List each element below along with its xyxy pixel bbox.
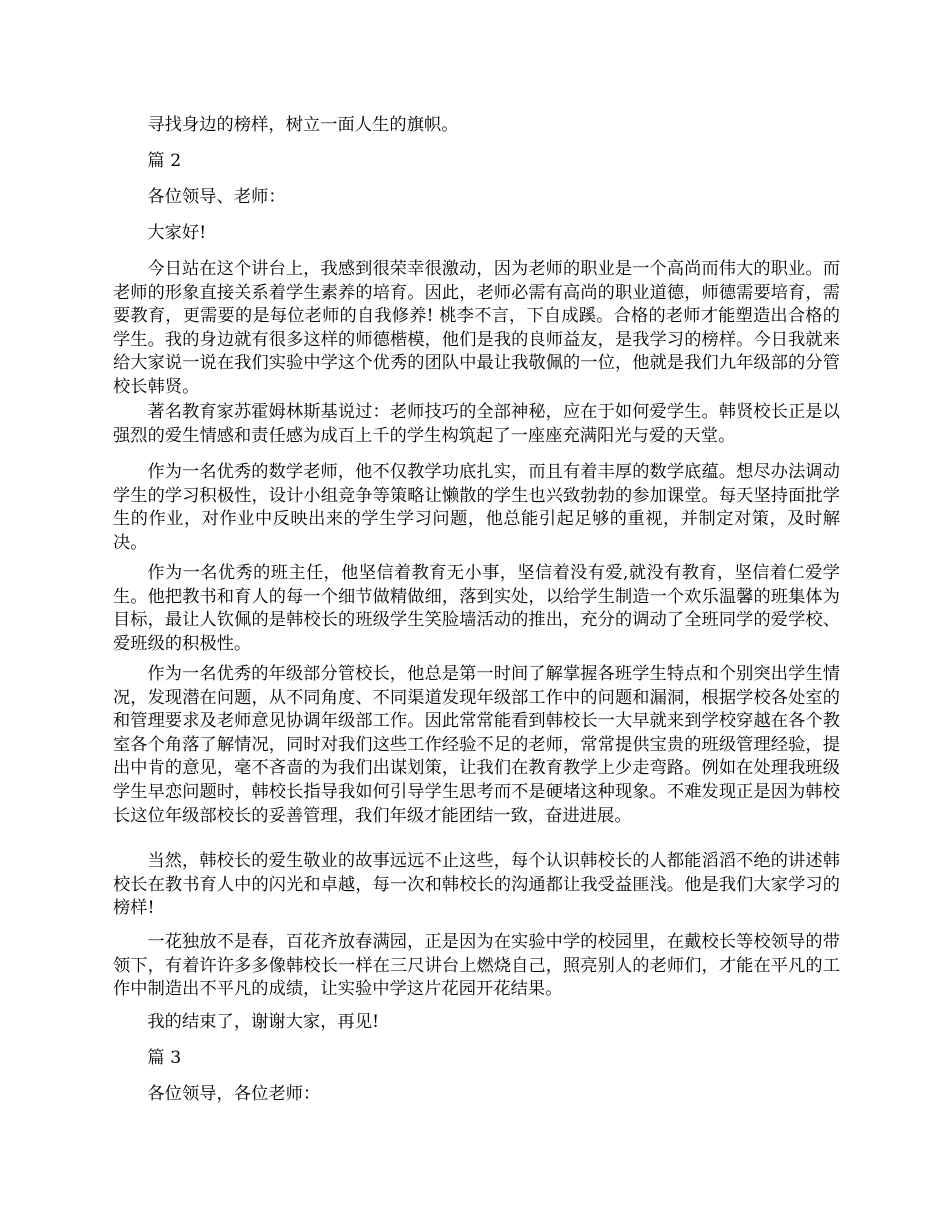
section-heading-3: 篇 3 (147, 1048, 182, 1068)
paragraph-math-teacher: 作为一名优秀的数学老师，他不仅教学功底扎实，而且有着丰厚的数学底蕴。想尽办法调动学生的学习积极性，设计小组竞争等策略让懒散的学生也兴致勃勃的参加课堂。每天坚持面批学生的作业，对作业中反映出来的学生学习问题，他总能引起足够的重视，并制定对策，及时解决。 (113, 462, 840, 553)
paragraph-quote: 著名教育家苏霍姆林斯基说过：老师技巧的全部神秘，应在于如何爱学生。韩贤校长正是以强烈的爱生情感和责任感为成百上千的学生构筑起了一座座充满阳光与爱的天堂。 (113, 402, 840, 446)
salutation: 各位领导、老师： (147, 187, 286, 207)
paragraph-role-model: 当然，韩校长的爱生敬业的故事远远不止这些，每个认识韩校长的人都能滔滔不绝的讲述韩校长在教书育人中的闪光和卓越，每一次和韩校长的沟通都让我受益匪浅。他是我们大家学习的榜样! (113, 851, 840, 919)
paragraph-class-teacher: 作为一名优秀的班主任，他坚信着教育无小事，坚信着没有爱,就没有教育，坚信着仁爱学生。他把教书和育人的每一个细节做精做细，落到实处，以给学生制造一个欢乐温馨的班集体为目标，最让人钦佩的是韩校长的班级学生笑脸墙活动的推出，充分的调动了全班同学的爱学校、爱班级的积极性。 (113, 563, 840, 654)
salutation-3: 各位领导，各位老师： (147, 1084, 321, 1104)
paragraph-grade-principal: 作为一名优秀的年级部分管校长，他总是第一时间了解掌握各班学生特点和个别突出学生情况，发现潜在问题，从不同角度、不同渠道发现年级部工作中的问题和漏洞，根据学校各处室的和管理要求及老师意见协调年级部工作。因此常常能看到韩校长一大早就来到学校穿越在各个教室各个角落了解情况，同时对我们这些工作经验不足的老师，常常提供宝贵的班级管理经验，提出中肯的意见，毫不吝啬的为我们出谋划策，让我们在教育教学上少走弯路。例如在处理我班级学生早恋问题时，韩校长指导我如何引导学生思考而不是硬堵这种现象。不难发现正是因为韩校长这位年级部校长的妥善管理，我们年级才能团结一致，奋进进展。 (113, 664, 840, 826)
greeting: 大家好! (147, 223, 207, 243)
section-heading-2: 篇 2 (147, 151, 182, 171)
paragraph-closing-line: 寻找身边的榜样，树立一面人生的旗帜。 (147, 115, 459, 135)
paragraph-intro: 今日站在这个讲台上，我感到很荣幸很激动，因为老师的职业是一个高尚而伟大的职业。而老师的形象直接关系着学生素养的培育。因此，老师必需有高尚的职业道德，师德需要培育，需要教育，更需要的是每位老师的自我修养! 桃李不言，下自成蹊。合格的老师才能塑造出合格的学生。我的身边就有很多这样的师德楷模，他们是我的良师益友，是我学习的榜样。今日我就来给大家说一说在我们实验中学这个优秀的团队中最让我敬佩的一位，他就是我们九年级部的分管校长韩贤。 (113, 259, 840, 397)
paragraph-ending: 我的结束了，谢谢大家，再见! (147, 1012, 380, 1032)
paragraph-garden: 一花独放不是春，百花齐放春满园，正是因为在实验中学的校园里，在戴校长等校领导的带领下，有着许许多多像韩校长一样在三尺讲台上燃烧自己，照亮别人的老师们，才能在平凡的工作中制造出不平凡的成绩，让实验中学这片花园开花结果。 (113, 932, 840, 1000)
